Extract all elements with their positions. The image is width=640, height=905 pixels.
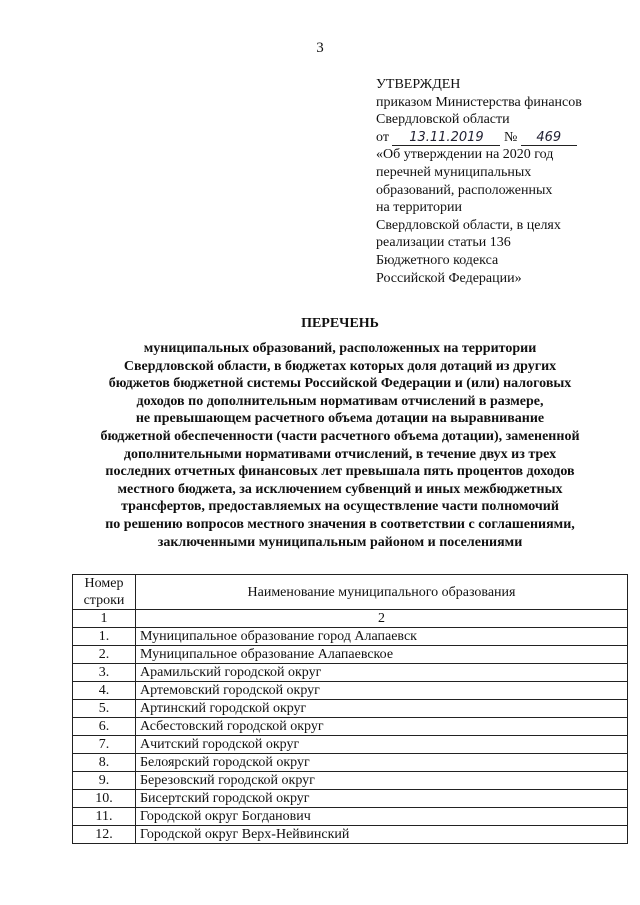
approval-subject-line: Российской Федерации» [376,270,522,286]
approval-subject-line: Бюджетного кодекса [376,252,499,268]
date-prefix: от [376,129,389,145]
row-number: 9. [73,772,136,790]
header-number-line2: строки [83,593,125,608]
row-number: 1. [73,628,136,646]
approval-subject-line: перечней муниципальных [376,164,532,180]
municipality-name: Березовский городской округ [136,772,628,790]
approval-subject-line: Свердловской области, в целях [376,217,561,233]
table-row [73,736,628,754]
municipality-name: Городской округ Верх-Нейвинский [136,826,628,844]
table-row [73,628,628,646]
table-row [73,754,628,772]
subtitle-line: последних отчетных финансовых лет превышала пять процентов доходов [105,464,575,480]
approval-region-line: Свердловской области [376,112,510,128]
header-row-number [73,575,136,610]
table-row [73,772,628,790]
page-number: 3 [316,40,324,56]
table-header-row [73,575,628,610]
handwritten-number: 469 [521,131,577,146]
row-number: 5. [73,700,136,718]
municipality-name: Асбестовский городской округ [136,718,628,736]
table-row [73,790,628,808]
table-row [73,808,628,826]
column-number: 2 [136,610,628,628]
subtitle-line: муниципальных образований, расположенных на территории [143,341,537,356]
subtitle-line: бюджетной обеспеченности (части расчетного объема дотации), замененной [100,428,580,444]
municipality-name: Муниципальное образование город Алапаевск [136,628,628,646]
document-title: ПЕРЕЧЕНЬ [301,316,379,331]
municipality-name: Белоярский городской округ [136,754,628,772]
municipality-name: Городской округ Богданович [136,808,628,826]
approval-order-line: приказом Министерства финансов [376,94,582,110]
approval-heading: УТВЕРЖДЕН [376,77,461,92]
subtitle-line: Свердловской области, в бюджетах которых доля дотаций из других [123,358,557,374]
approval-date-line [376,129,626,147]
column-number: 1 [73,610,136,628]
column-number-row [73,610,628,628]
row-number: 6. [73,718,136,736]
number-prefix: № [503,129,518,145]
subtitle-line: по решению вопросов местного значения в соответствии с соглашениями, [105,516,575,532]
approval-block [376,76,626,287]
document-subtitle [60,340,620,551]
municipality-name: Артемовский городской округ [136,682,628,700]
row-number: 11. [73,808,136,826]
header-number-line1: Номер [84,576,124,591]
row-number: 8. [73,754,136,772]
municipality-name: Муниципальное образование Алапаевское [136,646,628,664]
table-row [73,826,628,844]
handwritten-date: 13.11.2019 [392,131,500,146]
approval-subject-line: образований, расположенных [376,182,553,198]
table-row [73,700,628,718]
subtitle-line: дополнительными нормативами отчислений, в течение двух из трех [123,446,557,462]
municipality-name: Бисертский городской округ [136,790,628,808]
row-number: 4. [73,682,136,700]
municipality-name: Арамильский городской округ [136,664,628,682]
table-row [73,646,628,664]
row-number: 3. [73,664,136,682]
header-municipality-name: Наименование муниципального образования [136,575,628,610]
approval-subject-line: реализации статьи 136 [376,235,511,251]
row-number: 12. [73,826,136,844]
table-row [73,664,628,682]
subtitle-line: заключенными муниципальным районом и поселениями [157,534,523,550]
municipality-name: Ачитский городской округ [136,736,628,754]
subtitle-line: доходов по дополнительным нормативам отчислений в размере, [136,393,544,409]
subtitle-line: местного бюджета, за исключением субвенций и иных межбюджетных [117,481,563,497]
subtitle-line: не превышающем расчетного объема дотации на выравнивание [135,411,545,427]
table-row [73,718,628,736]
subtitle-line: бюджетов бюджетной системы Российской Федерации и (или) налоговых [108,376,572,392]
municipalities-table [72,574,628,844]
approval-subject-line: «Об утверждении на 2020 год [376,147,554,163]
approval-subject-line: на территории [376,200,462,216]
row-number: 10. [73,790,136,808]
municipality-name: Артинский городской округ [136,700,628,718]
subtitle-line: трансфертов, предоставляемых на осуществление части полномочий [121,499,559,515]
table-row [73,682,628,700]
row-number: 2. [73,646,136,664]
row-number: 7. [73,736,136,754]
